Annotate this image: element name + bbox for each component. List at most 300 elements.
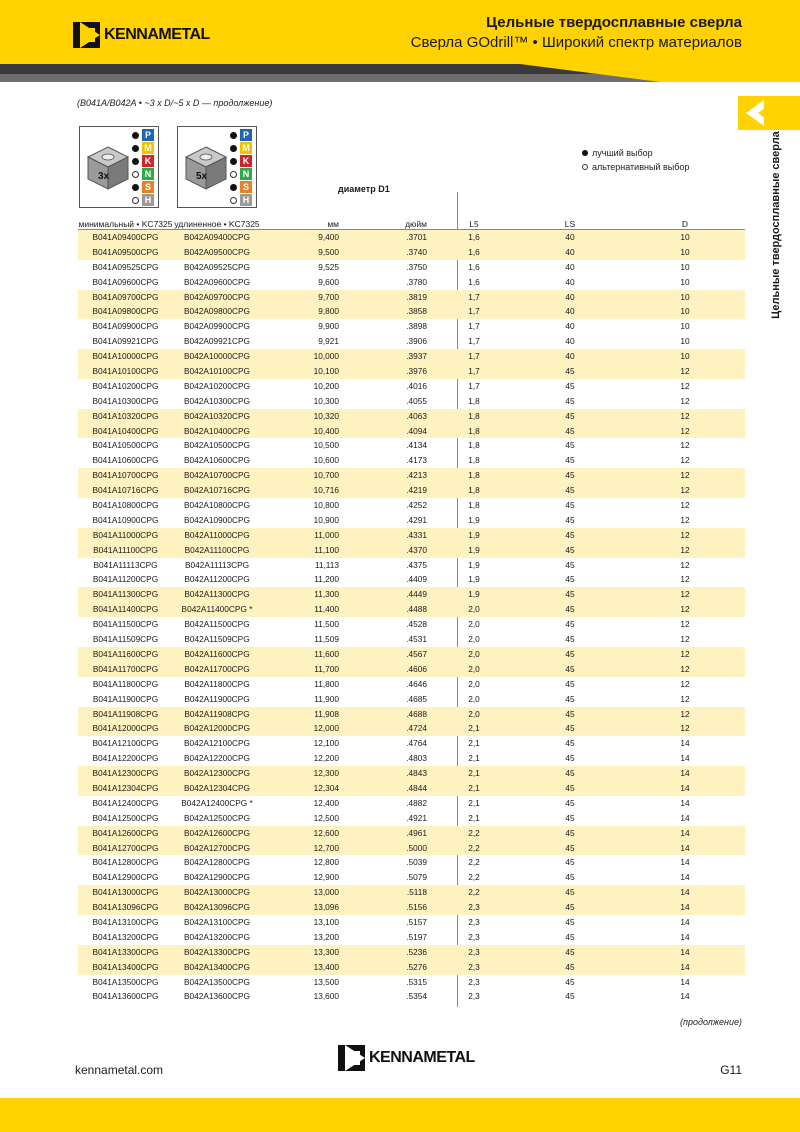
- table-cell: 9,700: [318, 291, 339, 302]
- table-cell: 45: [565, 723, 575, 734]
- table-cell: 10: [680, 321, 690, 332]
- table-cell: B042A12200CPG: [184, 753, 250, 764]
- table-cell: 1,6: [468, 232, 480, 242]
- table-cell: 12: [680, 485, 690, 496]
- title-line-2: Сверла GOdrill™ • Широкий спектр материалов: [410, 34, 742, 51]
- table-cell: 1,8: [468, 500, 480, 511]
- table-cell: 45: [565, 455, 575, 466]
- table-cell: 12: [680, 366, 690, 377]
- table-cell: .3937: [406, 351, 427, 362]
- table-cell: 1,8: [468, 470, 480, 481]
- table-cell: .4844: [406, 782, 427, 793]
- table-row: [78, 647, 745, 662]
- table-cell: 12: [680, 604, 690, 615]
- table-cell: 9,400: [318, 232, 339, 242]
- table-row: [78, 290, 745, 305]
- column-header: L5: [469, 219, 479, 229]
- table-cell: 45: [565, 380, 575, 391]
- table-cell: 2,2: [468, 887, 480, 898]
- table-cell: .4531: [406, 634, 427, 645]
- table-cell: B042A11800CPG: [184, 678, 250, 689]
- table-cell: 1,7: [468, 366, 480, 377]
- filled-dot-icon: [132, 184, 139, 191]
- table-cell: 2,0: [468, 634, 480, 645]
- material-h: H: [142, 194, 154, 206]
- material-k: K: [240, 155, 252, 167]
- table-cell: .4685: [406, 693, 427, 704]
- table-cell: 1,8: [468, 425, 480, 436]
- table-cell: B041A09900CPG: [92, 321, 159, 332]
- table-cell: B042A10600CPG: [184, 455, 250, 466]
- table-cell: 45: [565, 500, 575, 511]
- table-cell: B041A12800CPG: [92, 857, 159, 868]
- k-logo-icon: [73, 22, 101, 48]
- table-cell: 9,600: [318, 276, 339, 287]
- table-cell: 2,3: [468, 946, 480, 957]
- legend-alt: альтернативный выбор: [582, 160, 689, 174]
- table-cell: 45: [565, 634, 575, 645]
- table-cell: B042A12400CPG *: [181, 797, 253, 808]
- table-cell: 12,300: [313, 768, 339, 779]
- table-cell: .3740: [406, 246, 427, 257]
- table-cell: B041A11600CPG: [92, 648, 159, 659]
- table-cell: .4173: [406, 455, 427, 466]
- table-cell: .5276: [406, 961, 427, 972]
- suitability-dots: [132, 129, 140, 210]
- table-cell: 45: [565, 395, 575, 406]
- table-cell: B041A12304CPG: [92, 782, 159, 793]
- table-cell: 12,100: [313, 738, 339, 749]
- table-cell: B041A13500CPG: [92, 976, 159, 987]
- table-cell: 12: [680, 500, 690, 511]
- table-cell: 2,0: [468, 604, 480, 615]
- table-cell: 11,600: [314, 648, 339, 659]
- table-cell: 14: [680, 916, 690, 927]
- table-cell: B041A10600CPG: [92, 455, 159, 466]
- table-cell: 11,500: [314, 619, 339, 630]
- table-cell: .4764: [406, 738, 427, 749]
- table-cell: B041A13100CPG: [92, 916, 159, 927]
- table-cell: 2,2: [468, 857, 480, 868]
- table-cell: .5079: [406, 872, 427, 883]
- table-cell: 10: [680, 232, 690, 242]
- table-cell: 9,525: [318, 261, 339, 272]
- insert-cube-icon: [86, 145, 130, 191]
- table-cell: B041A11700CPG: [92, 663, 159, 674]
- table-cell: B041A13600CPG: [92, 991, 159, 1002]
- table-row: [78, 930, 745, 945]
- table-cell: B041A12900CPG: [92, 872, 159, 883]
- open-dot-icon: [132, 197, 139, 204]
- page-title: [411, 14, 742, 51]
- table-cell: 10: [680, 306, 690, 317]
- product-table: [78, 218, 745, 1004]
- table-cell: 45: [565, 514, 575, 525]
- material-p: P: [240, 129, 252, 141]
- table-cell: .4961: [406, 827, 427, 838]
- table-cell: .3858: [406, 306, 427, 317]
- table-cell: 45: [565, 425, 575, 436]
- table-cell: 12: [680, 574, 690, 585]
- table-cell: .5315: [406, 976, 427, 987]
- table-cell: B042A11600CPG: [184, 648, 250, 659]
- table-cell: .5157: [406, 916, 427, 927]
- table-cell: 2,3: [468, 902, 480, 913]
- column-header: D: [681, 219, 689, 229]
- table-cell: 1,7: [468, 351, 480, 362]
- table-cell: B042A10716CPG: [184, 485, 250, 496]
- material-n: N: [142, 168, 154, 180]
- table-cell: 14: [680, 782, 690, 793]
- table-cell: .4606: [406, 663, 427, 674]
- table-cell: .4921: [406, 812, 427, 823]
- table-row: [78, 736, 745, 751]
- table-cell: 45: [565, 812, 575, 823]
- table-cell: B042A12900CPG: [184, 872, 250, 883]
- table-cell: 2,2: [468, 872, 480, 883]
- table-row: [78, 781, 745, 796]
- table-cell: .4724: [406, 723, 427, 734]
- table-cell: B041A13200CPG: [92, 931, 159, 942]
- table-row: [78, 319, 745, 334]
- grade-icon-5x: [177, 126, 257, 208]
- table-cell: 1,6: [468, 276, 480, 287]
- filled-dot-icon: [230, 145, 237, 152]
- table-cell: .5354: [406, 991, 427, 1002]
- table-cell: 14: [680, 797, 690, 808]
- table-cell: 45: [565, 485, 575, 496]
- table-cell: .5039: [406, 857, 427, 868]
- table-cell: 14: [680, 961, 690, 972]
- table-cell: B041A10300CPG: [92, 395, 159, 406]
- table-cell: 45: [565, 946, 575, 957]
- table-row: [78, 498, 745, 513]
- material-p: P: [142, 129, 154, 141]
- table-cell: .3898: [406, 321, 427, 332]
- table-cell: 45: [565, 410, 575, 421]
- material-k: K: [142, 155, 154, 167]
- side-tab-label: Цельные твердосплавные сверла: [770, 131, 782, 319]
- table-cell: B041A09600CPG: [92, 276, 159, 287]
- table-cell: 45: [565, 574, 575, 585]
- header-stripes: [0, 64, 800, 82]
- table-cell: B042A11000CPG: [184, 529, 250, 540]
- table-cell: 40: [565, 232, 575, 242]
- open-dot-icon: [582, 164, 588, 170]
- table-cell: B042A10300CPG: [184, 395, 250, 406]
- table-row: [78, 379, 745, 394]
- table-cell: 10,300: [313, 395, 339, 406]
- table-cell: B041A09800CPG: [92, 306, 159, 317]
- table-cell: 11,400: [314, 604, 339, 615]
- table-cell: 45: [565, 529, 575, 540]
- table-cell: 45: [565, 619, 575, 630]
- filled-dot-icon: [132, 145, 139, 152]
- table-cell: 45: [565, 544, 575, 555]
- table-cell: B041A12700CPG: [92, 842, 159, 853]
- table-cell: 1,7: [468, 321, 480, 332]
- material-m: M: [240, 142, 252, 154]
- table-row: [78, 692, 745, 707]
- table-cell: 40: [565, 336, 575, 347]
- table-cell: B042A13000CPG: [184, 887, 250, 898]
- svg-text:5x: 5x: [196, 171, 208, 182]
- table-cell: B041A09700CPG: [92, 291, 159, 302]
- filled-dot-icon: [132, 158, 139, 165]
- table-cell: B041A12100CPG: [92, 738, 159, 749]
- table-cell: 12: [680, 410, 690, 421]
- table-cell: 12: [680, 678, 690, 689]
- table-subtitle: (B041A/B042A • ~3 x D/~5 x D — продолжение): [77, 98, 273, 108]
- table-row: [78, 453, 745, 468]
- table-cell: B041A13300CPG: [92, 946, 159, 957]
- table-cell: B042A09700CPG: [184, 291, 250, 302]
- table-cell: 1,9: [468, 574, 480, 585]
- table-cell: 45: [565, 887, 575, 898]
- filled-dot-icon: [230, 184, 237, 191]
- table-cell: B042A13200CPG: [184, 931, 250, 942]
- table-cell: 14: [680, 827, 690, 838]
- table-cell: 45: [565, 753, 575, 764]
- column-header: дюйм: [405, 219, 427, 229]
- table-cell: B042A11900CPG: [184, 693, 250, 704]
- table-cell: 11,800: [314, 678, 339, 689]
- table-cell: 10,100: [313, 366, 339, 377]
- table-cell: 2,1: [468, 723, 480, 734]
- table-cell: 12: [680, 663, 690, 674]
- table-cell: B041A10800CPG: [92, 500, 159, 511]
- table-cell: 2,1: [468, 768, 480, 779]
- table-row: [78, 468, 745, 483]
- table-cell: 14: [680, 976, 690, 987]
- table-row: [78, 587, 745, 602]
- table-row: [78, 543, 745, 558]
- material-s: S: [142, 181, 154, 193]
- table-cell: 11,700: [314, 663, 339, 674]
- table-cell: B042A11908CPG: [184, 708, 250, 719]
- table-row: [78, 364, 745, 379]
- table-cell: .4409: [406, 574, 427, 585]
- table-cell: 10,600: [313, 455, 339, 466]
- table-cell: 11,900: [314, 693, 339, 704]
- open-dot-icon: [230, 171, 237, 178]
- table-cell: 45: [565, 961, 575, 972]
- table-cell: 40: [565, 246, 575, 257]
- table-cell: 12: [680, 708, 690, 719]
- open-dot-icon: [132, 171, 139, 178]
- table-cell: 40: [565, 276, 575, 287]
- side-tab: [766, 130, 786, 320]
- side-chevron-icon: [738, 96, 800, 130]
- table-cell: 13,600: [313, 991, 339, 1002]
- table-row: [78, 841, 745, 856]
- table-cell: B042A10800CPG: [184, 500, 250, 511]
- table-cell: 2,3: [468, 961, 480, 972]
- table-row: [78, 260, 745, 275]
- table-cell: 45: [565, 797, 575, 808]
- table-cell: B041A12400CPG: [92, 797, 159, 808]
- table-cell: 13,400: [313, 961, 339, 972]
- table-cell: 1,7: [468, 380, 480, 391]
- table-row: [78, 766, 745, 781]
- table-row: [78, 945, 745, 960]
- table-row: [78, 334, 745, 349]
- table-cell: 45: [565, 768, 575, 779]
- table-cell: 45: [565, 678, 575, 689]
- table-cell: .4646: [406, 678, 427, 689]
- table-cell: .4291: [406, 514, 427, 525]
- table-cell: B041A10200CPG: [92, 380, 159, 391]
- table-cell: 12: [680, 440, 690, 451]
- open-dot-icon: [230, 197, 237, 204]
- table-cell: B042A13300CPG: [184, 946, 250, 957]
- table-cell: 1,9: [468, 559, 480, 570]
- table-cell: B041A09500CPG: [92, 246, 159, 257]
- table-cell: 12,400: [313, 797, 339, 808]
- table-cell: 2,0: [468, 663, 480, 674]
- table-cell: 45: [565, 559, 575, 570]
- legend: [582, 146, 689, 174]
- filled-dot-icon: [230, 158, 237, 165]
- table-cell: 14: [680, 887, 690, 898]
- table-cell: B042A12304CPG: [184, 782, 250, 793]
- table-cell: B042A12600CPG: [184, 827, 250, 838]
- table-row: [78, 751, 745, 766]
- table-cell: 12: [680, 514, 690, 525]
- table-cell: B041A11900CPG: [92, 693, 159, 704]
- table-cell: .4567: [406, 648, 427, 659]
- filled-dot-icon: [230, 132, 237, 139]
- footer-brand-name: KENNAMETAL: [369, 1049, 475, 1066]
- table-cell: 14: [680, 946, 690, 957]
- table-cell: B041A12600CPG: [92, 827, 159, 838]
- table-cell: 10,700: [313, 470, 339, 481]
- table-row: [78, 617, 745, 632]
- table-row: [78, 796, 745, 811]
- table-cell: 1,6: [468, 246, 480, 257]
- table-cell: 45: [565, 872, 575, 883]
- material-m: M: [142, 142, 154, 154]
- table-cell: 11,509: [314, 634, 339, 645]
- table-cell: B042A09525CPG: [184, 261, 250, 272]
- table-row: [78, 304, 745, 319]
- table-row: [78, 885, 745, 900]
- column-header: удлиненное • KC7325: [174, 219, 260, 229]
- table-cell: 45: [565, 931, 575, 942]
- table-cell: 2,3: [468, 931, 480, 942]
- table-cell: 13,100: [313, 916, 339, 927]
- table-cell: B042A09800CPG: [184, 306, 250, 317]
- table-row: [78, 409, 745, 424]
- table-cell: .4134: [406, 440, 427, 451]
- table-row: [78, 989, 745, 1004]
- table-cell: 10: [680, 246, 690, 257]
- table-cell: .4370: [406, 544, 427, 555]
- table-cell: B042A10320CPG: [184, 410, 250, 421]
- table-cell: 2,2: [468, 827, 480, 838]
- table-cell: 10: [680, 261, 690, 272]
- table-cell: 1,9: [468, 514, 480, 525]
- table-cell: .4063: [406, 410, 427, 421]
- table-cell: 40: [565, 261, 575, 272]
- footer-url[interactable]: kennametal.com: [75, 1063, 164, 1077]
- table-cell: B041A13096CPG: [92, 902, 159, 913]
- table-cell: 12: [680, 619, 690, 630]
- table-cell: 13,200: [313, 931, 339, 942]
- table-row: [78, 707, 745, 722]
- table-cell: .4094: [406, 425, 427, 436]
- table-cell: .4252: [406, 500, 427, 511]
- material-n: N: [240, 168, 252, 180]
- table-cell: B041A11908CPG: [92, 708, 159, 719]
- table-row: [78, 424, 745, 439]
- table-cell: B042A11113CPG: [184, 559, 250, 570]
- table-cell: 1,8: [468, 410, 480, 421]
- table-cell: .4528: [406, 619, 427, 630]
- table-cell: 14: [680, 872, 690, 883]
- table-cell: B042A12700CPG: [184, 842, 250, 853]
- table-cell: 12,600: [313, 827, 339, 838]
- table-cell: B042A12000CPG: [184, 723, 250, 734]
- table-cell: B042A11100CPG: [184, 544, 250, 555]
- table-cell: .4016: [406, 380, 427, 391]
- table-row: [78, 721, 745, 736]
- table-cell: B042A11300CPG: [184, 589, 250, 600]
- table-cell: .3750: [406, 261, 427, 272]
- table-cell: 12,200: [313, 753, 339, 764]
- table-cell: B041A11100CPG: [93, 544, 158, 555]
- table-cell: B041A11000CPG: [92, 529, 159, 540]
- table-cell: B042A11400CPG *: [181, 604, 253, 615]
- legend-best: лучший выбор: [582, 146, 689, 160]
- table-cell: 2,0: [468, 648, 480, 659]
- table-cell: 45: [565, 708, 575, 719]
- table-cell: B041A11509CPG: [92, 634, 159, 645]
- table-cell: 14: [680, 842, 690, 853]
- table-cell: B042A09500CPG: [184, 246, 250, 257]
- table-cell: B042A10100CPG: [184, 366, 250, 377]
- table-row: [78, 245, 745, 260]
- table-cell: B042A09921CPG: [184, 336, 250, 347]
- table-row: [78, 602, 745, 617]
- table-cell: 11,908: [314, 708, 339, 719]
- table-cell: 40: [565, 291, 575, 302]
- table-cell: 40: [565, 351, 575, 362]
- table-cell: 45: [565, 976, 575, 987]
- table-cell: B041A10000CPG: [92, 351, 159, 362]
- table-cell: B041A10900CPG: [92, 514, 159, 525]
- table-cell: 10,400: [313, 425, 339, 436]
- brand-name: KENNAMETAL: [104, 26, 210, 43]
- table-cell: B041A12300CPG: [92, 768, 159, 779]
- kennametal-logo: [73, 22, 210, 48]
- table-cell: B042A12800CPG: [184, 857, 250, 868]
- table-body: [78, 230, 745, 1004]
- table-cell: 12,800: [313, 857, 339, 868]
- table-cell: 9,921: [318, 336, 339, 347]
- table-cell: .3819: [406, 291, 427, 302]
- table-cell: 2,0: [468, 619, 480, 630]
- table-cell: 10: [680, 336, 690, 347]
- table-cell: .5236: [406, 946, 427, 957]
- table-cell: B042A10900CPG: [184, 514, 250, 525]
- table-row: [78, 558, 745, 573]
- table-cell: 10,320: [313, 410, 339, 421]
- table-cell: 12: [680, 455, 690, 466]
- table-cell: B042A09600CPG: [184, 276, 250, 287]
- column-header: минимальный • KC7325: [78, 219, 173, 229]
- table-cell: B041A10500CPG: [92, 440, 159, 451]
